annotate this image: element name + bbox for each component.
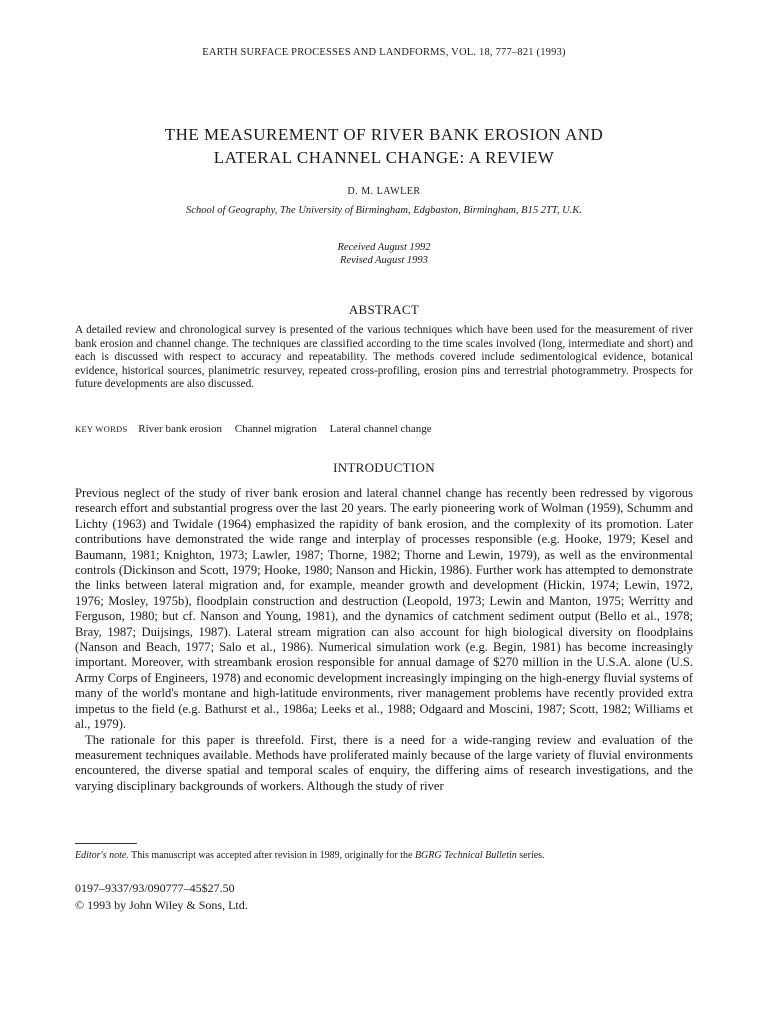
revised-date: Revised August 1993 bbox=[340, 255, 428, 266]
title-line-1: THE MEASUREMENT OF RIVER BANK EROSION AND bbox=[164, 125, 604, 144]
keyword: Channel migration bbox=[234, 423, 317, 435]
paragraph: Previous neglect of the study of river bank erosion and lateral channel change has recently been redressed by vigorous research effort and substantial progress over the last 20 years. The early pioneering work of Wolman (1959), Schumm and Lichty (1963) and Twidale (1964) emphasized the rapidity of bank erosion, and the complexity of its promotion. Later contributions have demonstrated the wide range and interplay of processes responsible (e.g. Hooke, 1979; Kesel and Baumann, 1981; Knighton, 1973; Lawler, 1987; Thorne, 1982; Thorne and Lewin, 1979), as well as the environmental controls (Dickinson and Scott, 1979; Hooke, 1980; Nanson and Hickin, 1986). Further work has attempted to demonstrate the links between lateral migration and, for example, meander growth and development (Hickin, 1974; Lewin, 1972, 1976; Mosley, 1975b), floodplain construction and destruction (Leopold, 1973; Lewin and Manton, 1975; Werritty and Ferguson, 1980; but cf. Nanson and Young, 1981), and the dynamics of catchment sediment output (Bello et al., 1978; Bray, 1987; Duijsings, 1987). Lateral stream migration can also account for high biological diversity on floodplains (Nanson and Beach, 1977; Salo et al., 1986). Numerical simulation work (e.g. Begin, 1981) has become increasingly important. Moreover, with streambank erosion responsible for annual damage of $270 million in the U.S.A. alone (U.S. Army Corps of Engineers, 1978) and economic development increasingly impinging on the high-energy fluvial systems of many of the world's montane and high-latitude environments, river management problems have recently provided extra impetus to the field (e.g. Bathurst et al., 1986a; Leeks et al., 1988; Odgaard and Moscini, 1987; Scott, 1982; Williams et al., 1979). bbox=[75, 486, 693, 732]
abstract-heading: ABSTRACT bbox=[348, 302, 420, 317]
footnote-series-name: BGRG Technical Bulletin bbox=[414, 850, 517, 861]
editors-note bbox=[75, 850, 693, 861]
received-date: Received August 1992 bbox=[337, 242, 431, 253]
keyword: River bank erosion bbox=[138, 423, 222, 435]
footnote-label: Editor's note. bbox=[75, 850, 129, 861]
keywords bbox=[75, 423, 693, 435]
footnote-text-end: series. bbox=[516, 850, 545, 861]
footnote-divider bbox=[75, 843, 137, 844]
paper-title bbox=[60, 123, 708, 169]
submission-dates bbox=[0, 241, 768, 267]
copyright: © 1993 by John Wiley & Sons, Ltd. bbox=[75, 898, 248, 912]
running-head: EARTH SURFACE PROCESSES AND LANDFORMS, VOL. 18, 777–821 (1993) bbox=[202, 47, 566, 58]
affiliation: School of Geography, The University of Birmingham, Edgbaston, Birmingham, B15 2TT, U.K. bbox=[186, 205, 582, 216]
keywords-label: KEY WORDS bbox=[75, 424, 128, 434]
author: D. M. LAWLER bbox=[347, 186, 421, 197]
footnote-text: This manuscript was accepted after revision in 1989, originally for the bbox=[128, 850, 415, 861]
keyword: Lateral channel change bbox=[329, 423, 432, 435]
introduction-body bbox=[75, 486, 693, 794]
issn-code: 0197–9337/93/090777–45$27.50 bbox=[75, 881, 235, 895]
publication-info bbox=[75, 880, 248, 914]
title-line-2: LATERAL CHANNEL CHANGE: A REVIEW bbox=[213, 148, 555, 167]
introduction-heading: INTRODUCTION bbox=[333, 460, 435, 475]
paragraph: The rationale for this paper is threefold. First, there is a need for a wide-ranging review and evaluation of the measurement techniques available. Methods have proliferated mainly because of the large variety of fluvial environments encountered, the diverse spatial and temporal scales of enquiry, the differing aims of research investigations, and the varying disciplinary backgrounds of workers. Although the study of river bbox=[75, 732, 693, 793]
abstract-text: A detailed review and chronological survey is presented of the various techniques which have been used for the measurement of river bank erosion and channel change. The techniques are classified according to the time scales involved (long, intermediate and short) and each is discussed with respect to accuracy and repeatability. The methods covered include sedimentological evidence, botanical evidence, historical sources, planimetric resurvey, repeated cross-profiling, erosion pins and terrestrial photogrammetry. Prospects for future developments are also discussed. bbox=[75, 324, 693, 390]
